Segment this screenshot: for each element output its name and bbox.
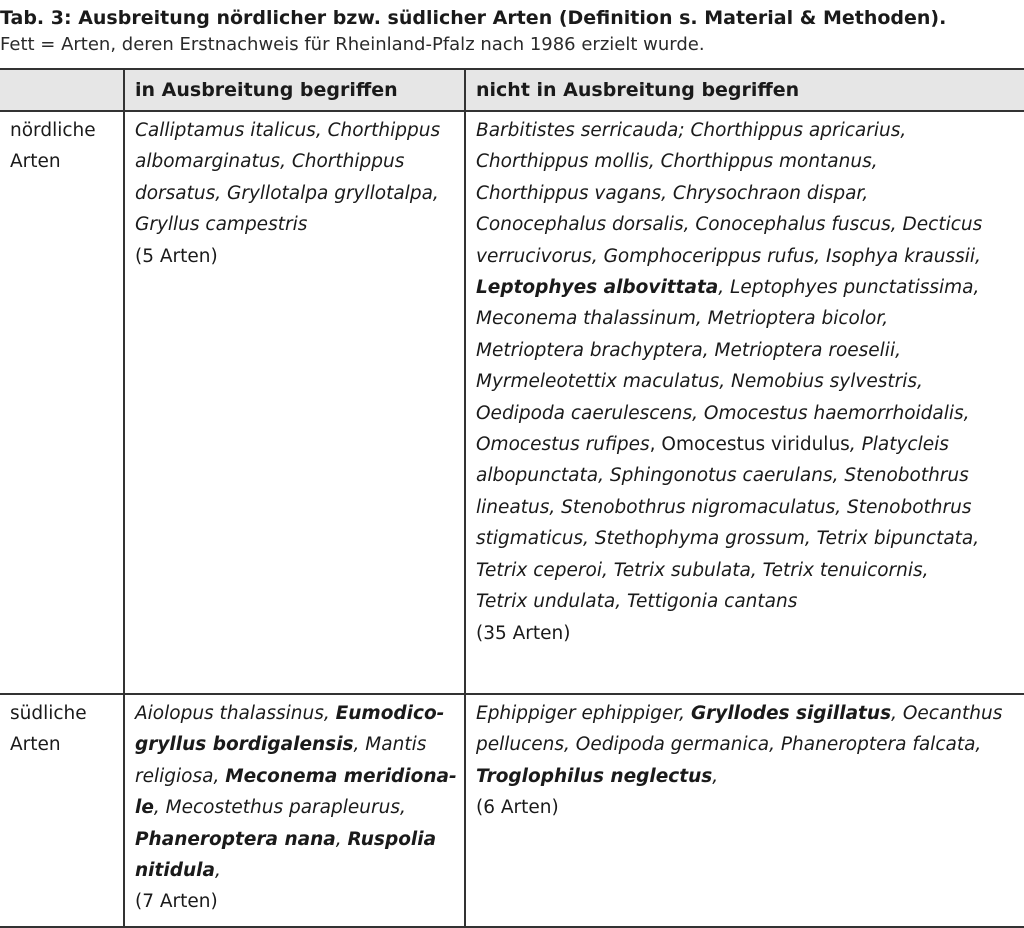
species-count: (6 Arten): [476, 797, 559, 819]
species-line: [476, 761, 1024, 792]
species-line: Chorthippus vagans, Chrysochraon dispar,: [476, 182, 869, 204]
species-count: (35 Arten): [476, 622, 571, 644]
bold-species: gryllus bordigalensis: [135, 734, 354, 756]
bold-species: Eumodico-: [335, 703, 445, 724]
bold-species: Gryllodes sigillatus: [690, 703, 892, 724]
row-label-line: Arten: [10, 151, 61, 173]
species-line: albopunctata, Sphingonotus caerulans, Stenobothrus: [476, 465, 969, 487]
row-label-southern: [0, 694, 124, 927]
species-text: , Oecanthus: [891, 703, 1003, 724]
species-text: religiosa,: [135, 765, 226, 787]
species-line: Meconema thalassinum, Metrioptera bicolor,: [476, 308, 889, 330]
row-label-line: nördliche: [10, 120, 96, 141]
species-table: [0, 68, 1024, 928]
header-spreading: in Ausbreitung begriffen: [124, 69, 465, 111]
species-line: verrucivorus, Gomphocerippus rufus, Isophya kraussii,: [476, 245, 981, 267]
table-caption: [0, 4, 1020, 58]
species-text: , Leptophyes punctatissima,: [718, 277, 980, 299]
species-line: [135, 792, 464, 823]
header-empty: [0, 69, 124, 111]
table-title: Tab. 3: Ausbreitung nördlicher bzw. südlicher Arten (Definition s. Material & Methoden).: [0, 7, 947, 29]
northern-spreading-cell: [124, 111, 465, 694]
separator: ,: [323, 703, 336, 724]
northern-not-spreading-cell: [465, 111, 1024, 694]
header-not-spreading: nicht in Ausbreitung begriffen: [465, 69, 1024, 111]
bold-species: Troglophilus neglectus: [476, 765, 713, 787]
species-count: (5 Arten): [135, 245, 218, 267]
species-text: Ephippiger ephippiger,: [476, 703, 691, 724]
species-text: Omocestus rufipes: [476, 434, 650, 456]
species-line: Tetrix undulata, Tettigonia cantans: [476, 591, 798, 613]
species-line: [135, 698, 464, 729]
species-line: lineatus, Stenobothrus nigromaculatus, Stenobothrus: [476, 496, 972, 518]
table-row: [0, 111, 1024, 694]
species-count: (7 Arten): [135, 891, 218, 913]
separator: ,: [649, 434, 662, 456]
species-line: [135, 729, 464, 760]
row-label-line: südliche: [10, 703, 87, 724]
species-line: pellucens, Oedipoda germanica, Phaneroptera falcata,: [476, 734, 982, 756]
species-line: [135, 761, 464, 792]
species-line: albomarginatus, Chorthippus: [135, 151, 405, 173]
row-label-line: Arten: [10, 734, 61, 756]
species-line: Oedipoda caerulescens, Omocestus haemorrhoidalis,: [476, 402, 970, 424]
bold-species: le: [135, 797, 154, 819]
species-line: [476, 272, 1024, 303]
species-text: Aiolopus thalassinus: [135, 703, 324, 724]
species-text-upright: Omocestus viridulus: [661, 434, 850, 456]
species-line: [135, 824, 464, 855]
species-line: Gryllus campestris: [135, 214, 308, 236]
bold-species: Meconema meridiona-: [225, 765, 457, 787]
species-text: , Mantis: [353, 734, 427, 756]
species-line: [135, 855, 464, 886]
table-subtitle: Fett = Arten, deren Erstnachweis für Rheinland-Pfalz nach 1986 erzielt wurde.: [0, 34, 705, 55]
species-text: , Mecostethus parapleurus,: [153, 797, 406, 819]
species-text: , Platycleis: [849, 434, 949, 456]
bold-species: Ruspolia: [347, 828, 437, 850]
species-line: Metrioptera brachyptera, Metrioptera roeselii,: [476, 339, 901, 361]
separator: ,: [335, 828, 348, 850]
table-row: [0, 694, 1024, 927]
header-row: [0, 69, 1024, 111]
row-label-northern: [0, 111, 124, 694]
bold-species: Leptophyes albovittata: [476, 277, 719, 299]
separator: ,: [712, 765, 719, 787]
separator: ,: [214, 860, 221, 882]
species-line: Myrmeleotettix maculatus, Nemobius sylvestris,: [476, 371, 923, 393]
species-line: Conocephalus dorsalis, Conocephalus fuscus, Decticus: [476, 214, 983, 236]
southern-not-spreading-cell: [465, 694, 1024, 927]
bold-species: Phaneroptera nana: [135, 828, 336, 850]
species-line: [476, 429, 1024, 460]
bold-species: nitidula: [135, 860, 215, 882]
species-line: Tetrix ceperoi, Tetrix subulata, Tetrix tenuicornis,: [476, 559, 929, 581]
southern-spreading-cell: [124, 694, 465, 927]
species-line: Barbitistes serricauda; Chorthippus apricarius,: [476, 120, 907, 141]
species-line: dorsatus, Gryllotalpa gryllotalpa,: [135, 182, 439, 204]
species-line: Calliptamus italicus, Chorthippus: [135, 120, 441, 141]
species-line: stigmaticus, Stethophyma grossum, Tetrix bipunctata,: [476, 528, 980, 550]
species-line: [476, 698, 1024, 729]
species-line: Chorthippus mollis, Chorthippus montanus,: [476, 151, 878, 173]
